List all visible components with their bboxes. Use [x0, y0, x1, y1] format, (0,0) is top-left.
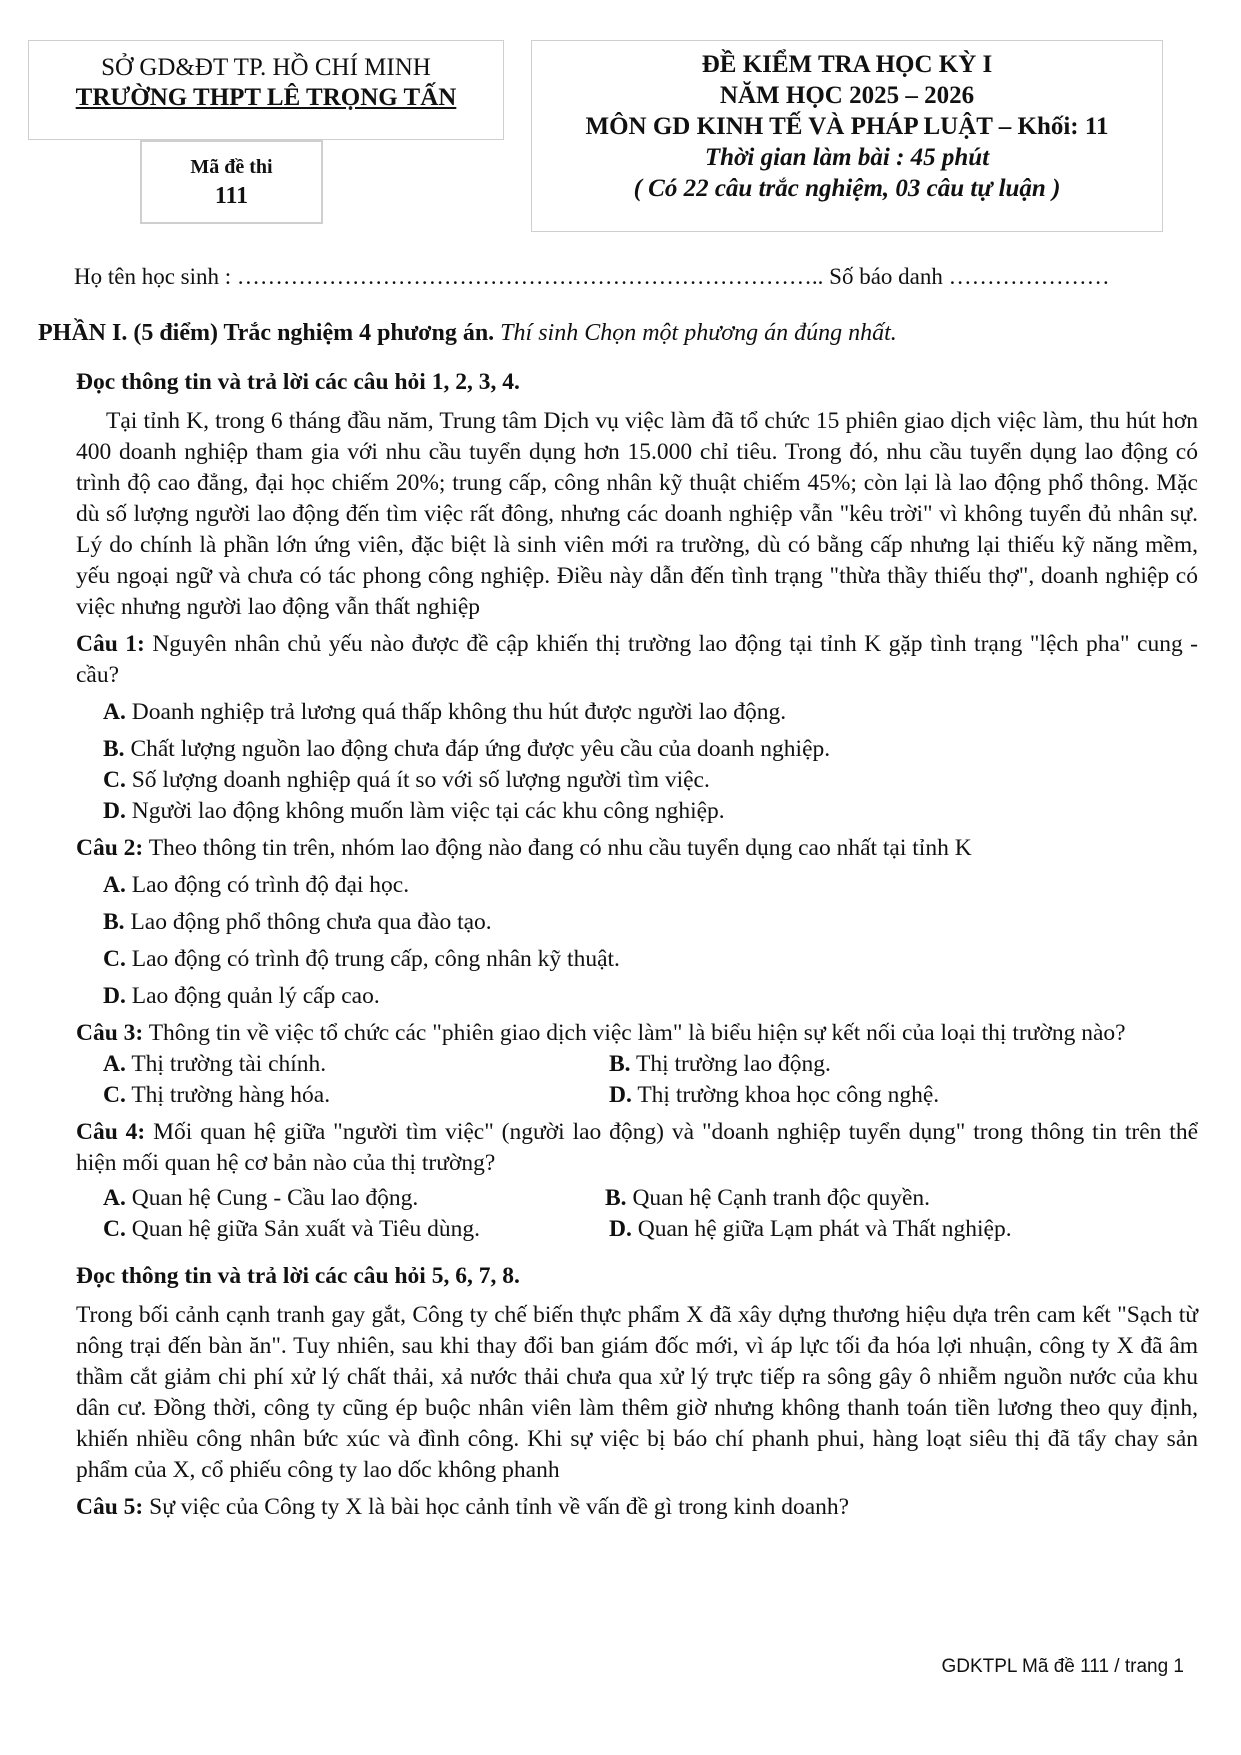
question-3	[76, 1018, 1198, 1049]
exam-code-label: Mã đề thi	[190, 156, 273, 178]
question-1-option-d	[103, 796, 1198, 827]
option-text: Thị trường lao động.	[636, 1051, 831, 1077]
option-text: Quan hệ Cạnh tranh độc quyền.	[632, 1185, 931, 1211]
question-3-option-c	[103, 1080, 609, 1111]
option-text: Số lượng doanh nghiệp quá ít so với số lượng người tìm việc.	[131, 767, 710, 793]
question-4-label: Câu 4:	[76, 1119, 146, 1145]
option-text: Quan hệ giữa Lạm phát và Thất nghiệp.	[637, 1216, 1012, 1242]
option-letter: A.	[103, 872, 126, 898]
student-info-line: Họ tên học sinh : ………………………………………………………………….. Số báo danh …………………	[74, 264, 1110, 289]
reading-instruction-1: Đọc thông tin và trả lời các câu hỏi 1, 2, 3, 4.	[76, 369, 520, 395]
question-4-option-a	[103, 1183, 605, 1214]
question-3-option-b	[609, 1049, 831, 1080]
option-letter: B.	[103, 736, 125, 762]
question-4-option-c	[103, 1214, 609, 1245]
question-4	[76, 1117, 1198, 1179]
question-1-option-a	[103, 697, 1198, 728]
question-5	[76, 1492, 1198, 1523]
exam-content	[38, 318, 1198, 1523]
option-letter: D.	[609, 1216, 632, 1242]
option-letter: C.	[103, 1082, 126, 1108]
question-5-label: Câu 5:	[76, 1494, 144, 1520]
time-allowed: Thời gian làm bài : 45 phút	[704, 144, 990, 171]
question-1-option-b	[103, 734, 1198, 765]
option-letter: A.	[103, 1185, 126, 1211]
option-text: Lao động có trình độ trung cấp, công nhân kỹ thuật.	[131, 946, 620, 972]
option-letter: D.	[609, 1082, 632, 1108]
question-2-option-b	[103, 907, 1198, 938]
option-letter: C.	[103, 1216, 126, 1242]
option-letter: A.	[103, 1051, 126, 1077]
option-text: Người lao động không muốn làm việc tại các khu công nghiệp.	[131, 798, 725, 824]
exam-code-box	[140, 140, 323, 224]
question-3-label: Câu 3:	[76, 1020, 144, 1046]
question-4-options-row-1	[103, 1183, 1198, 1214]
reading-instruction-2: Đọc thông tin và trả lời các câu hỏi 5, 6, 7, 8.	[76, 1263, 520, 1289]
question-2-option-c	[103, 944, 1198, 975]
exam-title: ĐỀ KIỂM TRA HỌC KỲ I	[701, 51, 993, 78]
question-1-text: Nguyên nhân chủ yếu nào được đề cập khiến thị trường lao động tại tỉnh K gặp tình trạng "lệch pha" cung - cầu?	[76, 631, 1198, 688]
exam-structure: ( Có 22 câu trắc nghiệm, 03 câu tự luận )	[633, 175, 1061, 202]
question-2	[76, 833, 1198, 864]
option-text: Thị trường hàng hóa.	[131, 1082, 331, 1108]
question-2-text: Theo thông tin trên, nhóm lao động nào đang có nhu cầu tuyển dụng cao nhất tại tỉnh K	[143, 835, 972, 861]
school-header-box	[28, 40, 504, 140]
question-2-option-d	[103, 981, 1198, 1012]
part-heading-bold: PHẦN I. (5 điểm) Trắc nghiệm 4 phương án.	[38, 320, 495, 346]
option-letter: B.	[605, 1185, 627, 1211]
part-heading-italic: Thí sinh Chọn một phương án đúng nhất.	[500, 320, 897, 346]
question-4-option-b	[605, 1183, 930, 1214]
option-letter: B.	[103, 909, 125, 935]
option-letter: D.	[103, 798, 126, 824]
option-text: Thị trường tài chính.	[131, 1051, 327, 1077]
question-1-option-c	[103, 765, 1198, 796]
option-text: Doanh nghiệp trả lương quá thấp không thu hút được người lao động.	[131, 699, 787, 725]
reading-passage-1: Tại tỉnh K, trong 6 tháng đầu năm, Trung tâm Dịch vụ việc làm đã tổ chức 15 phiên giao dịch việc làm, thu hút hơn 400 doanh nghiệp tham gia với nhu cầu tuyển dụng hơn 15.000 chỉ tiêu. Trong đó, nhu cầu tuyển dụng lao động có trình độ cao đẳng, đại học chiếm 20%; trung cấp, công nhân kỹ thuật chiếm 45%; còn lại là lao động phổ thông. Mặc dù số lượng người lao động đến tìm việc rất đông, nhưng các doanh nghiệp vẫn "kêu trời" vì không tuyển đủ nhân sự. Lý do chính là phần lớn ứng viên, đặc biệt là sinh viên mới ra trường, dù có bằng cấp nhưng lại thiếu kỹ năng mềm, yếu ngoại ngữ và chưa có tác phong công nghiệp. Điều này dẫn đến tình trạng "thừa thầy thiếu thợ", doanh nghiệp có việc nhưng người lao động vẫn thất nghiệp	[76, 408, 1198, 620]
question-1	[76, 629, 1198, 691]
exam-code-value: 111	[214, 183, 249, 209]
question-2-option-a	[103, 870, 1198, 901]
school-name: TRƯỜNG THPT LÊ TRỌNG TẤN	[75, 84, 457, 111]
option-text: Quan hệ Cung - Cầu lao động.	[131, 1185, 419, 1211]
question-2-label: Câu 2:	[76, 835, 144, 861]
question-3-text: Thông tin về việc tổ chức các "phiên giao dịch việc làm" là biểu hiện sự kết nối của loại thị trường nào?	[143, 1020, 1126, 1046]
question-3-option-d	[609, 1080, 939, 1111]
option-text: Chất lượng nguồn lao động chưa đáp ứng được yêu cầu của doanh nghiệp.	[130, 736, 831, 762]
question-5-text: Sự việc của Công ty X là bài học cảnh tỉnh về vấn đề gì trong kinh doanh?	[143, 1494, 850, 1520]
question-3-option-a	[103, 1049, 609, 1080]
department-name: SỞ GD&ĐT TP. HỒ CHÍ MINH	[101, 54, 431, 81]
exam-info-box	[531, 40, 1163, 232]
option-text: Quan hệ giữa Sản xuất và Tiêu dùng.	[131, 1216, 480, 1242]
question-3-options-row-2	[103, 1080, 1198, 1111]
option-letter: C.	[103, 767, 126, 793]
option-text: Lao động phổ thông chưa qua đào tạo.	[130, 909, 492, 935]
school-year: NĂM HỌC 2025 – 2026	[719, 82, 975, 109]
option-letter: A.	[103, 699, 126, 725]
option-letter: C.	[103, 946, 126, 972]
question-4-option-d	[609, 1214, 1012, 1245]
page-footer: GDKTPL Mã đề 111 / trang 1	[941, 1656, 1184, 1677]
reading-passage-2: Trong bối cảnh cạnh tranh gay gắt, Công ty chế biến thực phẩm X đã xây dựng thương hiệu dựa trên cam kết "Sạch từ nông trại đến bàn ăn". Tuy nhiên, sau khi thay đổi ban giám đốc mới, vì áp lực tối đa hóa lợi nhuận, công ty X đã âm thầm cắt giảm chi phí xử lý chất thải, xả nước thải chưa qua xử lý trực tiếp ra sông gây ô nhiễm nguồn nước của khu dân cư. Đồng thời, công ty cũng ép buộc nhân viên làm thêm giờ nhưng không thanh toán tiền lương theo quy định, khiến nhiều công nhân bức xúc và đình công. Khi sự việc bị báo chí phanh phui, hàng loạt siêu thị đã tẩy chay sản phẩm của X, cổ phiếu công ty lao dốc không phanh	[76, 1302, 1198, 1483]
option-letter: B.	[609, 1051, 631, 1077]
part-heading	[38, 318, 1198, 349]
option-text: Thị trường khoa học công nghệ.	[637, 1082, 940, 1108]
question-4-options-row-2	[103, 1214, 1198, 1245]
question-4-text: Mối quan hệ giữa "người tìm việc" (người lao động) và "doanh nghiệp tuyển dụng" trong thông tin trên thể hiện mối quan hệ cơ bản nào của thị trường?	[76, 1119, 1199, 1176]
option-text: Lao động quản lý cấp cao.	[131, 983, 380, 1009]
question-1-label: Câu 1:	[76, 631, 145, 657]
option-text: Lao động có trình độ đại học.	[131, 872, 410, 898]
option-letter: D.	[103, 983, 126, 1009]
question-3-options-row-1	[103, 1049, 1198, 1080]
subject-line: MÔN GD KINH TẾ VÀ PHÁP LUẬT – Khối: 11	[585, 113, 1109, 140]
